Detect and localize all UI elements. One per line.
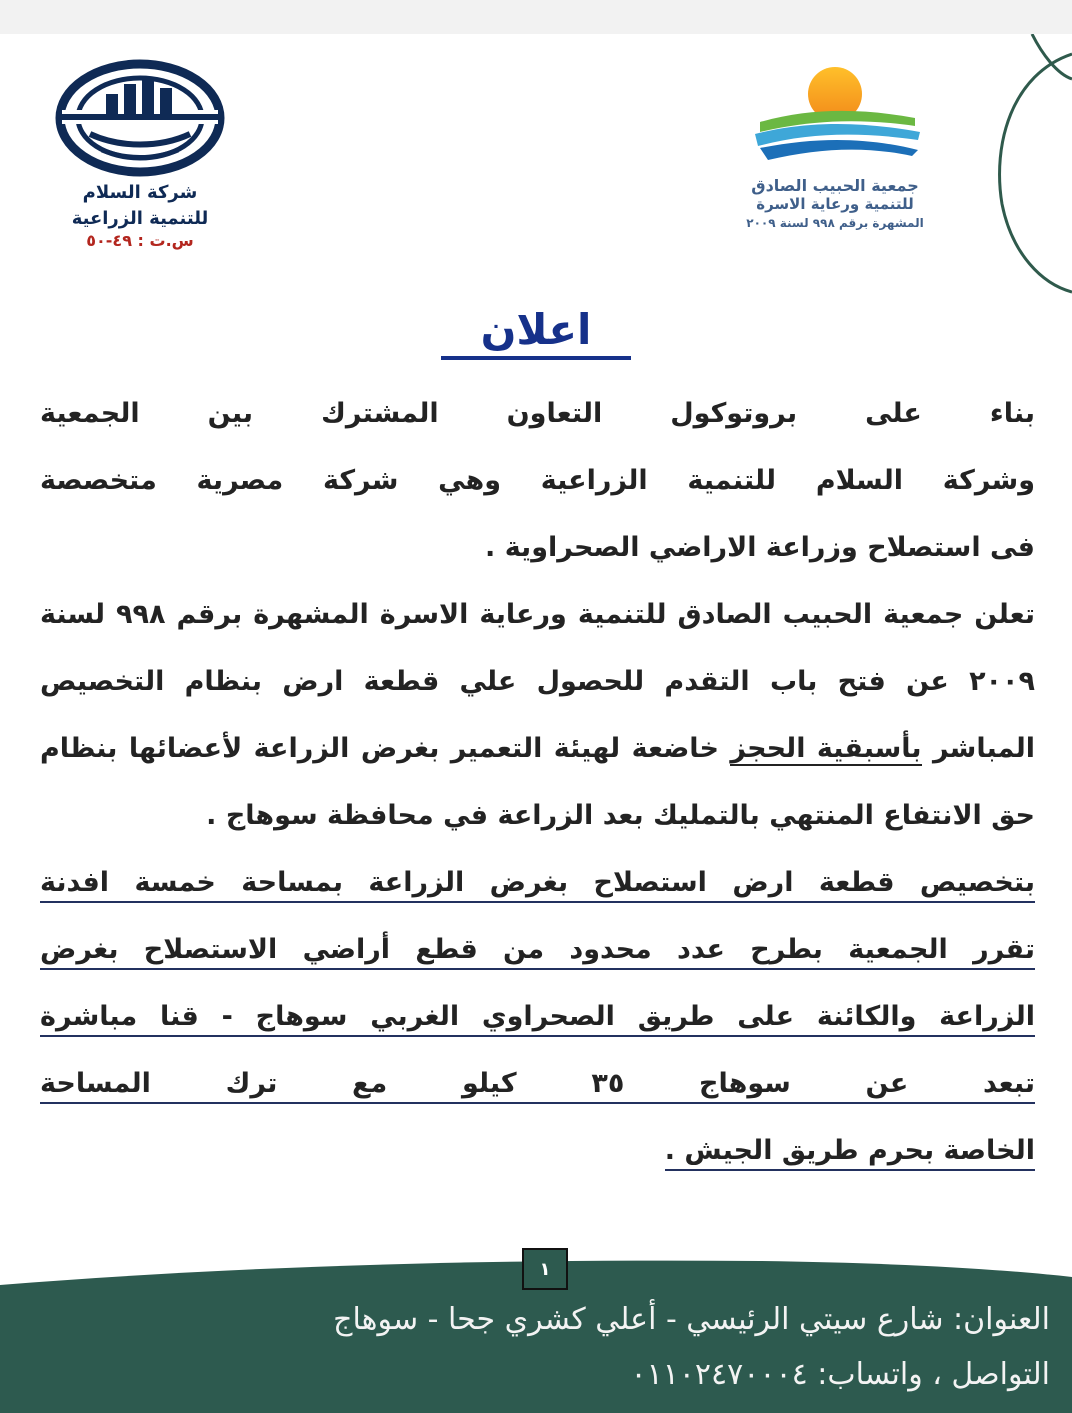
- body-line-1: بناء على بروتوكول التعاون المشترك بين الجمعية: [40, 398, 1035, 429]
- corner-decoration: [972, 34, 1072, 304]
- body-line-12: [40, 1117, 1035, 1184]
- footer-address: العنوان: شارع سيتي الرئيسي - أعلي كشري جحا - سوهاج: [333, 1302, 1050, 1337]
- body-line-10: [40, 983, 1035, 1050]
- company-subtitle: للتنمية الزراعية: [71, 208, 209, 229]
- association-subtitle: للتنمية ورعاية الاسرة: [756, 195, 914, 213]
- body-line-5: ٢٠٠٩ عن فتح باب التقدم للحصول علي قطعة ارض بنظام التخصيص: [40, 666, 1035, 697]
- body-line-3: فى استصلاح وزراعة الاراضي الصحراوية .: [485, 532, 1035, 563]
- company-emblem-icon: [50, 58, 230, 178]
- company-registration: س.ت : ٤٩-٥٠: [86, 231, 194, 250]
- body-line-11-text: تبعد عن سوهاج ٣٥ كيلو مع ترك المساحة: [40, 1068, 1035, 1104]
- body-line-7: حق الانتفاع المنتهي بالتمليك بعد الزراعة في محافظة سوهاج .: [206, 800, 1035, 831]
- announcement-title: [0, 305, 1072, 360]
- body-line-9: [40, 916, 1035, 983]
- body-line-11: [40, 1050, 1035, 1117]
- association-name: جمعية الحبيب الصادق: [751, 176, 919, 195]
- announcement-title-text: اعلان: [441, 305, 632, 360]
- association-registration: المشهرة برقم ٩٩٨ لسنة ٢٠٠٩: [746, 216, 924, 230]
- body-line-6: [40, 715, 1035, 782]
- reservation-priority-highlight: بأسبقية الحجز: [730, 733, 922, 764]
- body-line-12-text: الخاصة بحرم طريق الجيش .: [665, 1135, 1035, 1171]
- announcement-body: [40, 380, 1035, 1184]
- body-line-9-text: تقرر الجمعية بطرح عدد محدود من قطع أراضي الاستصلاح بغرض: [40, 934, 1035, 970]
- page-number-box: ١: [522, 1248, 568, 1290]
- body-line-6-rest: خاضعة لهيئة التعمير بغرض الزراعة لأعضائها بنظام: [40, 733, 719, 764]
- body-line-10-text: الزراعة والكائنة على طريق الصحراوي الغربي سوهاج - قنا مباشرة: [40, 1001, 1035, 1037]
- body-line-4: تعلن جمعية الحبيب الصادق للتنمية ورعاية الاسرة المشهرة برقم ٩٩٨ لسنة: [40, 599, 1035, 630]
- body-line-8: [40, 849, 1035, 916]
- company-name: شركة السلام: [82, 182, 198, 203]
- company-logo-block: [30, 58, 250, 278]
- sun-wave-logo-icon: [740, 60, 930, 170]
- top-strip: [0, 0, 1072, 34]
- body-line-8-text: بتخصيص قطعة ارض استصلاح بغرض الزراعة بمساحة خمسة افدنة: [40, 867, 1035, 903]
- body-line-6-prefix: المباشر: [933, 733, 1035, 764]
- association-logo-block: [700, 60, 970, 260]
- body-line-2: وشركة السلام للتنمية الزراعية وهي شركة مصرية متخصصة: [40, 465, 1035, 496]
- footer-contact: التواصل ، واتساب: ٠١١٠٢٤٧٠٠٠٤: [630, 1357, 1050, 1392]
